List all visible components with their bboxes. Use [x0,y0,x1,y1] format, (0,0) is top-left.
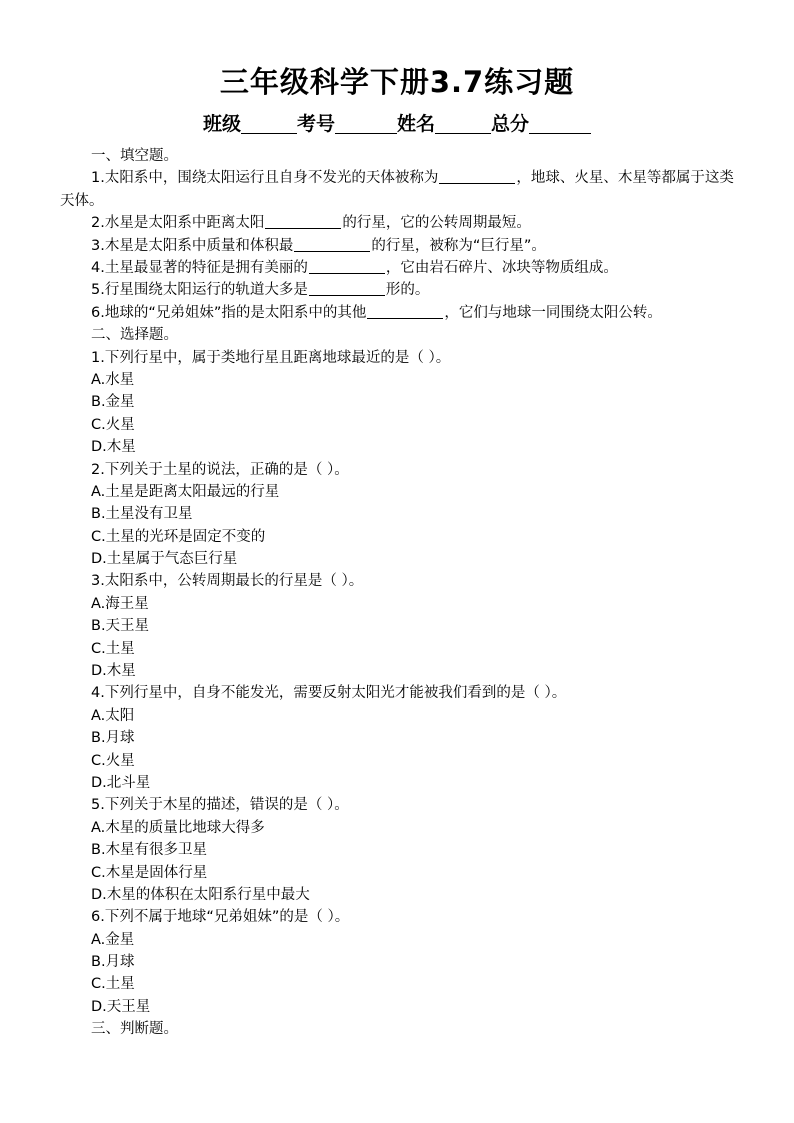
fill-question-2: 2.水星是太阳系中距离太阳 的行星，它的公转周期最短。 [91,215,531,232]
class-label: 班级 [202,113,241,135]
score-label: 总分 [491,113,530,135]
fill-question-1: 1.太阳系中，围绕太阳运行且自身不发光的天体被称为 ，地球、火星、木星等都属于这类天体。 [60,170,734,209]
choice-option[interactable]: D.土星属于气态巨行星 [91,551,238,568]
answer-blank[interactable] [309,281,385,296]
fill-question-4: 4.土星最显著的特征是拥有美丽的 ，它由岩石碎片、冰块等物质组成。 [91,259,618,276]
answer-blank[interactable] [367,304,443,319]
answer-blank[interactable] [309,259,385,274]
choice-option[interactable]: A.木星的质量比地球大得多 [91,819,265,836]
choice-option[interactable]: A.太阳 [91,707,135,724]
choice-option[interactable]: C.木星是固体行星 [91,864,208,881]
choice-option[interactable]: D.木星 [91,663,136,680]
choice-option[interactable]: C.土星的光环是固定不变的 [91,528,266,545]
exam-no-label: 考号 [296,113,335,135]
name-label: 姓名 [397,113,436,135]
answer-blank[interactable] [265,214,341,229]
answer-blank[interactable] [439,169,515,184]
choice-question-5: 5.下列关于木星的描述，错误的是（ ）。 [91,797,349,814]
fill-question-5: 5.行星围绕太阳运行的轨道大多是 形的。 [91,282,430,299]
fill-question-6: 6.地球的“兄弟姐妹”指的是太阳系中的其他 ，它们与地球一同围绕太阳公转。 [91,304,662,321]
choice-question-4: 4.下列行星中，自身不能发光，需要反射太阳光才能被我们看到的是（ ）。 [91,685,567,702]
choice-question-1: 1.下列行星中，属于类地行星且距离地球最近的是（ ）。 [91,349,451,366]
choice-option[interactable]: D.木星的体积在太阳系行星中最大 [91,886,310,903]
choice-question-2: 2.下列关于土星的说法，正确的是（ ）。 [91,461,349,478]
page-title: 三年级科学下册3.7练习题 [219,65,575,99]
choice-option[interactable]: C.土星 [91,640,135,657]
name-blank[interactable] [435,113,491,134]
choice-option[interactable]: B.木星有很多卫星 [91,842,208,859]
choice-option[interactable]: D.天王星 [91,998,151,1015]
choice-option[interactable]: A.水星 [91,371,135,388]
exam-no-blank[interactable] [335,113,397,134]
choice-option[interactable]: C.土星 [91,976,135,993]
choice-option[interactable]: C.火星 [91,752,135,769]
choice-option[interactable]: A.海王星 [91,595,149,612]
choice-option[interactable]: B.月球 [91,954,135,971]
choice-option[interactable]: C.火星 [91,416,135,433]
choice-option[interactable]: B.金星 [91,394,135,411]
fill-section-heading: 一、填空题。 [91,148,178,164]
choice-option[interactable]: B.土星没有卫星 [91,506,193,523]
choice-option[interactable]: B.天王星 [91,618,150,635]
worksheet-content [60,145,740,1041]
choice-question-3: 3.太阳系中，公转周期最长的行星是（ ）。 [91,573,364,590]
judge-section-heading: 三、判断题。 [91,1021,178,1038]
choice-option[interactable]: D.木星 [91,439,136,456]
choice-option[interactable]: A.金星 [91,931,135,948]
choice-section-heading: 二、选择题。 [91,327,178,344]
choice-option[interactable]: B.月球 [91,730,135,747]
class-blank[interactable] [241,113,297,134]
choice-option[interactable]: D.北斗星 [91,774,151,791]
score-blank[interactable] [529,113,591,134]
student-info-row [0,110,794,138]
choice-option[interactable]: A.土星是距离太阳最远的行星 [91,483,280,500]
choice-question-6: 6.下列不属于地球“兄弟姐妹”的是（ ）。 [91,909,350,926]
fill-question-3: 3.木星是太阳系中质量和体积最 的行星，被称为“巨行星”。 [91,237,546,254]
answer-blank[interactable] [294,237,370,252]
